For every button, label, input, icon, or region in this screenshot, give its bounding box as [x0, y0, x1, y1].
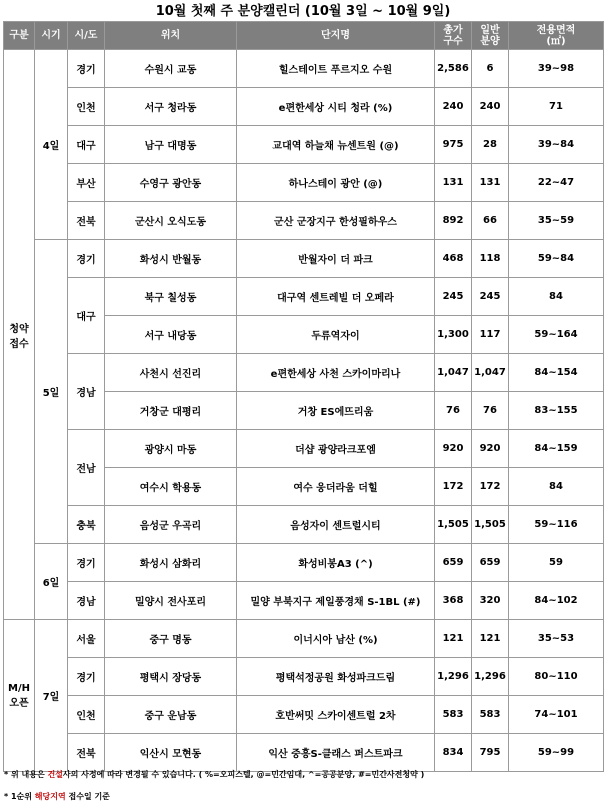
- col-complex: 단지명: [237, 22, 435, 50]
- row-location: 밀양시 전사포리: [105, 582, 237, 620]
- row-region: 경기: [68, 544, 105, 582]
- row-complex: 익산 중흥S-클래스 퍼스트파크: [237, 734, 435, 772]
- row-complex: 교대역 하늘채 뉴센트원 (@): [237, 126, 435, 164]
- table-row: [4, 278, 604, 316]
- row-region: 전북: [68, 202, 105, 240]
- row-area: 84: [509, 468, 604, 506]
- row-region: 경남: [68, 354, 105, 430]
- row-general: 1,047: [472, 354, 509, 392]
- row-region: 전북: [68, 734, 105, 772]
- row-total: 892: [435, 202, 472, 240]
- day-7: 7일: [35, 620, 68, 772]
- row-area: 35~59: [509, 202, 604, 240]
- row-location: 수영구 광안동: [105, 164, 237, 202]
- row-complex: 밀양 부북지구 제일풍경채 S-1BL (#): [237, 582, 435, 620]
- row-general: 131: [472, 164, 509, 202]
- row-total: 368: [435, 582, 472, 620]
- row-area: 84~159: [509, 430, 604, 468]
- table-row: [4, 544, 604, 582]
- row-total: 121: [435, 620, 472, 658]
- day-4: 4일: [35, 50, 68, 240]
- row-total: 1,505: [435, 506, 472, 544]
- row-area: 39~98: [509, 50, 604, 88]
- row-location: 북구 칠성동: [105, 278, 237, 316]
- footnote-highlight: 건설: [47, 770, 63, 779]
- row-area: 84~102: [509, 582, 604, 620]
- category-mh-open: M/H 오픈: [4, 620, 35, 772]
- row-area: 59~116: [509, 506, 604, 544]
- row-area: 84: [509, 278, 604, 316]
- row-region: 대구: [68, 278, 105, 354]
- row-general: 320: [472, 582, 509, 620]
- row-area: 83~155: [509, 392, 604, 430]
- row-complex: 대구역 센트레빌 더 오페라: [237, 278, 435, 316]
- row-region: 경기: [68, 50, 105, 88]
- row-region: 전남: [68, 430, 105, 506]
- row-location: 음성군 우곡리: [105, 506, 237, 544]
- row-location: 평택시 장당동: [105, 658, 237, 696]
- row-region: 경남: [68, 582, 105, 620]
- row-total: 468: [435, 240, 472, 278]
- row-location: 군산시 오식도동: [105, 202, 237, 240]
- row-area: 59~84: [509, 240, 604, 278]
- table-row: [4, 202, 604, 240]
- row-general: 1,296: [472, 658, 509, 696]
- day-5: 5일: [35, 240, 68, 544]
- row-complex: 여수 웅더라움 더힐: [237, 468, 435, 506]
- row-area: 22~47: [509, 164, 604, 202]
- table-row: [4, 354, 604, 392]
- row-location: 중구 운남동: [105, 696, 237, 734]
- row-location: 사천시 선진리: [105, 354, 237, 392]
- row-area: 71: [509, 88, 604, 126]
- page-title: 10월 첫째 주 분양캘린더 (10월 3일 ~ 10월 9일): [155, 4, 451, 19]
- row-total: 1,047: [435, 354, 472, 392]
- col-general-sale: 일반 분양: [472, 22, 509, 50]
- row-general: 66: [472, 202, 509, 240]
- row-total: 2,586: [435, 50, 472, 88]
- col-region: 시/도: [68, 22, 105, 50]
- row-location: 서구 청라동: [105, 88, 237, 126]
- row-area: 35~53: [509, 620, 604, 658]
- row-total: 583: [435, 696, 472, 734]
- row-area: 59~99: [509, 734, 604, 772]
- row-general: 245: [472, 278, 509, 316]
- table-row: [4, 734, 604, 772]
- row-area: 39~84: [509, 126, 604, 164]
- row-general: 1,505: [472, 506, 509, 544]
- row-location: 서구 내당동: [105, 316, 237, 354]
- table-row: [4, 126, 604, 164]
- row-complex: e편한세상 시티 청라 (%): [237, 88, 435, 126]
- row-region: 인천: [68, 696, 105, 734]
- day-6: 6일: [35, 544, 68, 620]
- row-total: 172: [435, 468, 472, 506]
- row-location: 익산시 모현동: [105, 734, 237, 772]
- col-period: 시기: [35, 22, 68, 50]
- row-area: 84~154: [509, 354, 604, 392]
- row-region: 인천: [68, 88, 105, 126]
- row-complex: 평택석정공원 화성파크드림: [237, 658, 435, 696]
- footnote-text: * 1순위: [4, 792, 35, 801]
- row-complex: 거창 ES에뜨리움: [237, 392, 435, 430]
- row-location: 광양시 마동: [105, 430, 237, 468]
- row-total: 1,300: [435, 316, 472, 354]
- row-complex: 화성비봉A3 (^): [237, 544, 435, 582]
- table-row: [4, 696, 604, 734]
- row-general: 76: [472, 392, 509, 430]
- col-location: 위치: [105, 22, 237, 50]
- table-row: [4, 620, 604, 658]
- row-location: 화성시 반월동: [105, 240, 237, 278]
- row-complex: 더샵 광양라크포엠: [237, 430, 435, 468]
- row-general: 6: [472, 50, 509, 88]
- row-general: 659: [472, 544, 509, 582]
- table-row: [4, 50, 604, 88]
- table-row: [4, 582, 604, 620]
- col-area: 전용면적 (㎡): [509, 22, 604, 50]
- row-complex: 군산 군장지구 한성필하우스: [237, 202, 435, 240]
- row-general: 121: [472, 620, 509, 658]
- row-general: 583: [472, 696, 509, 734]
- footnote-date-basis: [4, 791, 110, 802]
- row-general: 172: [472, 468, 509, 506]
- row-complex: 이너시아 남산 (%): [237, 620, 435, 658]
- row-complex: 반월자이 더 파크: [237, 240, 435, 278]
- row-location: 중구 명동: [105, 620, 237, 658]
- footnote-text: * 위 내용은: [4, 770, 48, 779]
- row-total: 659: [435, 544, 472, 582]
- table-header-row: [4, 22, 604, 50]
- row-total: 920: [435, 430, 472, 468]
- table-row: [4, 88, 604, 126]
- row-area: 59: [509, 544, 604, 582]
- row-region: 대구: [68, 126, 105, 164]
- table-row: [4, 240, 604, 278]
- row-general: 28: [472, 126, 509, 164]
- col-total-units: 총가 구수: [435, 22, 472, 50]
- row-location: 남구 대명동: [105, 126, 237, 164]
- row-complex: 호반써밋 스카이센트럴 2차: [237, 696, 435, 734]
- row-general: 795: [472, 734, 509, 772]
- footnote-text: 접수일 기준: [65, 792, 110, 801]
- row-location: 여수시 학용동: [105, 468, 237, 506]
- row-general: 118: [472, 240, 509, 278]
- row-complex: 하나스테이 광안 (@): [237, 164, 435, 202]
- row-complex: 힐스테이트 푸르지오 수원: [237, 50, 435, 88]
- row-region: 서울: [68, 620, 105, 658]
- row-total: 834: [435, 734, 472, 772]
- sales-calendar-table: [3, 21, 604, 772]
- row-total: 1,296: [435, 658, 472, 696]
- row-complex: 음성자이 센트럴시티: [237, 506, 435, 544]
- row-region: 경기: [68, 240, 105, 278]
- table-row: [4, 430, 604, 468]
- row-general: 920: [472, 430, 509, 468]
- row-region: 경기: [68, 658, 105, 696]
- row-region: 부산: [68, 164, 105, 202]
- col-category: 구분: [4, 22, 35, 50]
- table-row: [4, 164, 604, 202]
- row-total: 240: [435, 88, 472, 126]
- row-total: 245: [435, 278, 472, 316]
- row-total: 131: [435, 164, 472, 202]
- row-complex: e편한세상 사천 스카이마리나: [237, 354, 435, 392]
- row-location: 화성시 삼화리: [105, 544, 237, 582]
- row-area: 59~164: [509, 316, 604, 354]
- row-total: 76: [435, 392, 472, 430]
- table-row: [4, 506, 604, 544]
- row-location: 거창군 대평리: [105, 392, 237, 430]
- footnote-change-notice: [4, 769, 424, 780]
- row-area: 80~110: [509, 658, 604, 696]
- footnote-highlight: 해당지역: [34, 792, 66, 801]
- category-subscription: 청약 접수: [4, 50, 35, 620]
- row-complex: 두류역자이: [237, 316, 435, 354]
- row-general: 117: [472, 316, 509, 354]
- row-area: 74~101: [509, 696, 604, 734]
- row-total: 975: [435, 126, 472, 164]
- table-row: [4, 658, 604, 696]
- row-general: 240: [472, 88, 509, 126]
- row-location: 수원시 교동: [105, 50, 237, 88]
- footnote-text: 사의 사정에 따라 변경될 수 있습니다. ( %=오피스텔, @=민간임대, ^=공공분양, #=민간사전청약 ): [62, 770, 425, 779]
- row-region: 충북: [68, 506, 105, 544]
